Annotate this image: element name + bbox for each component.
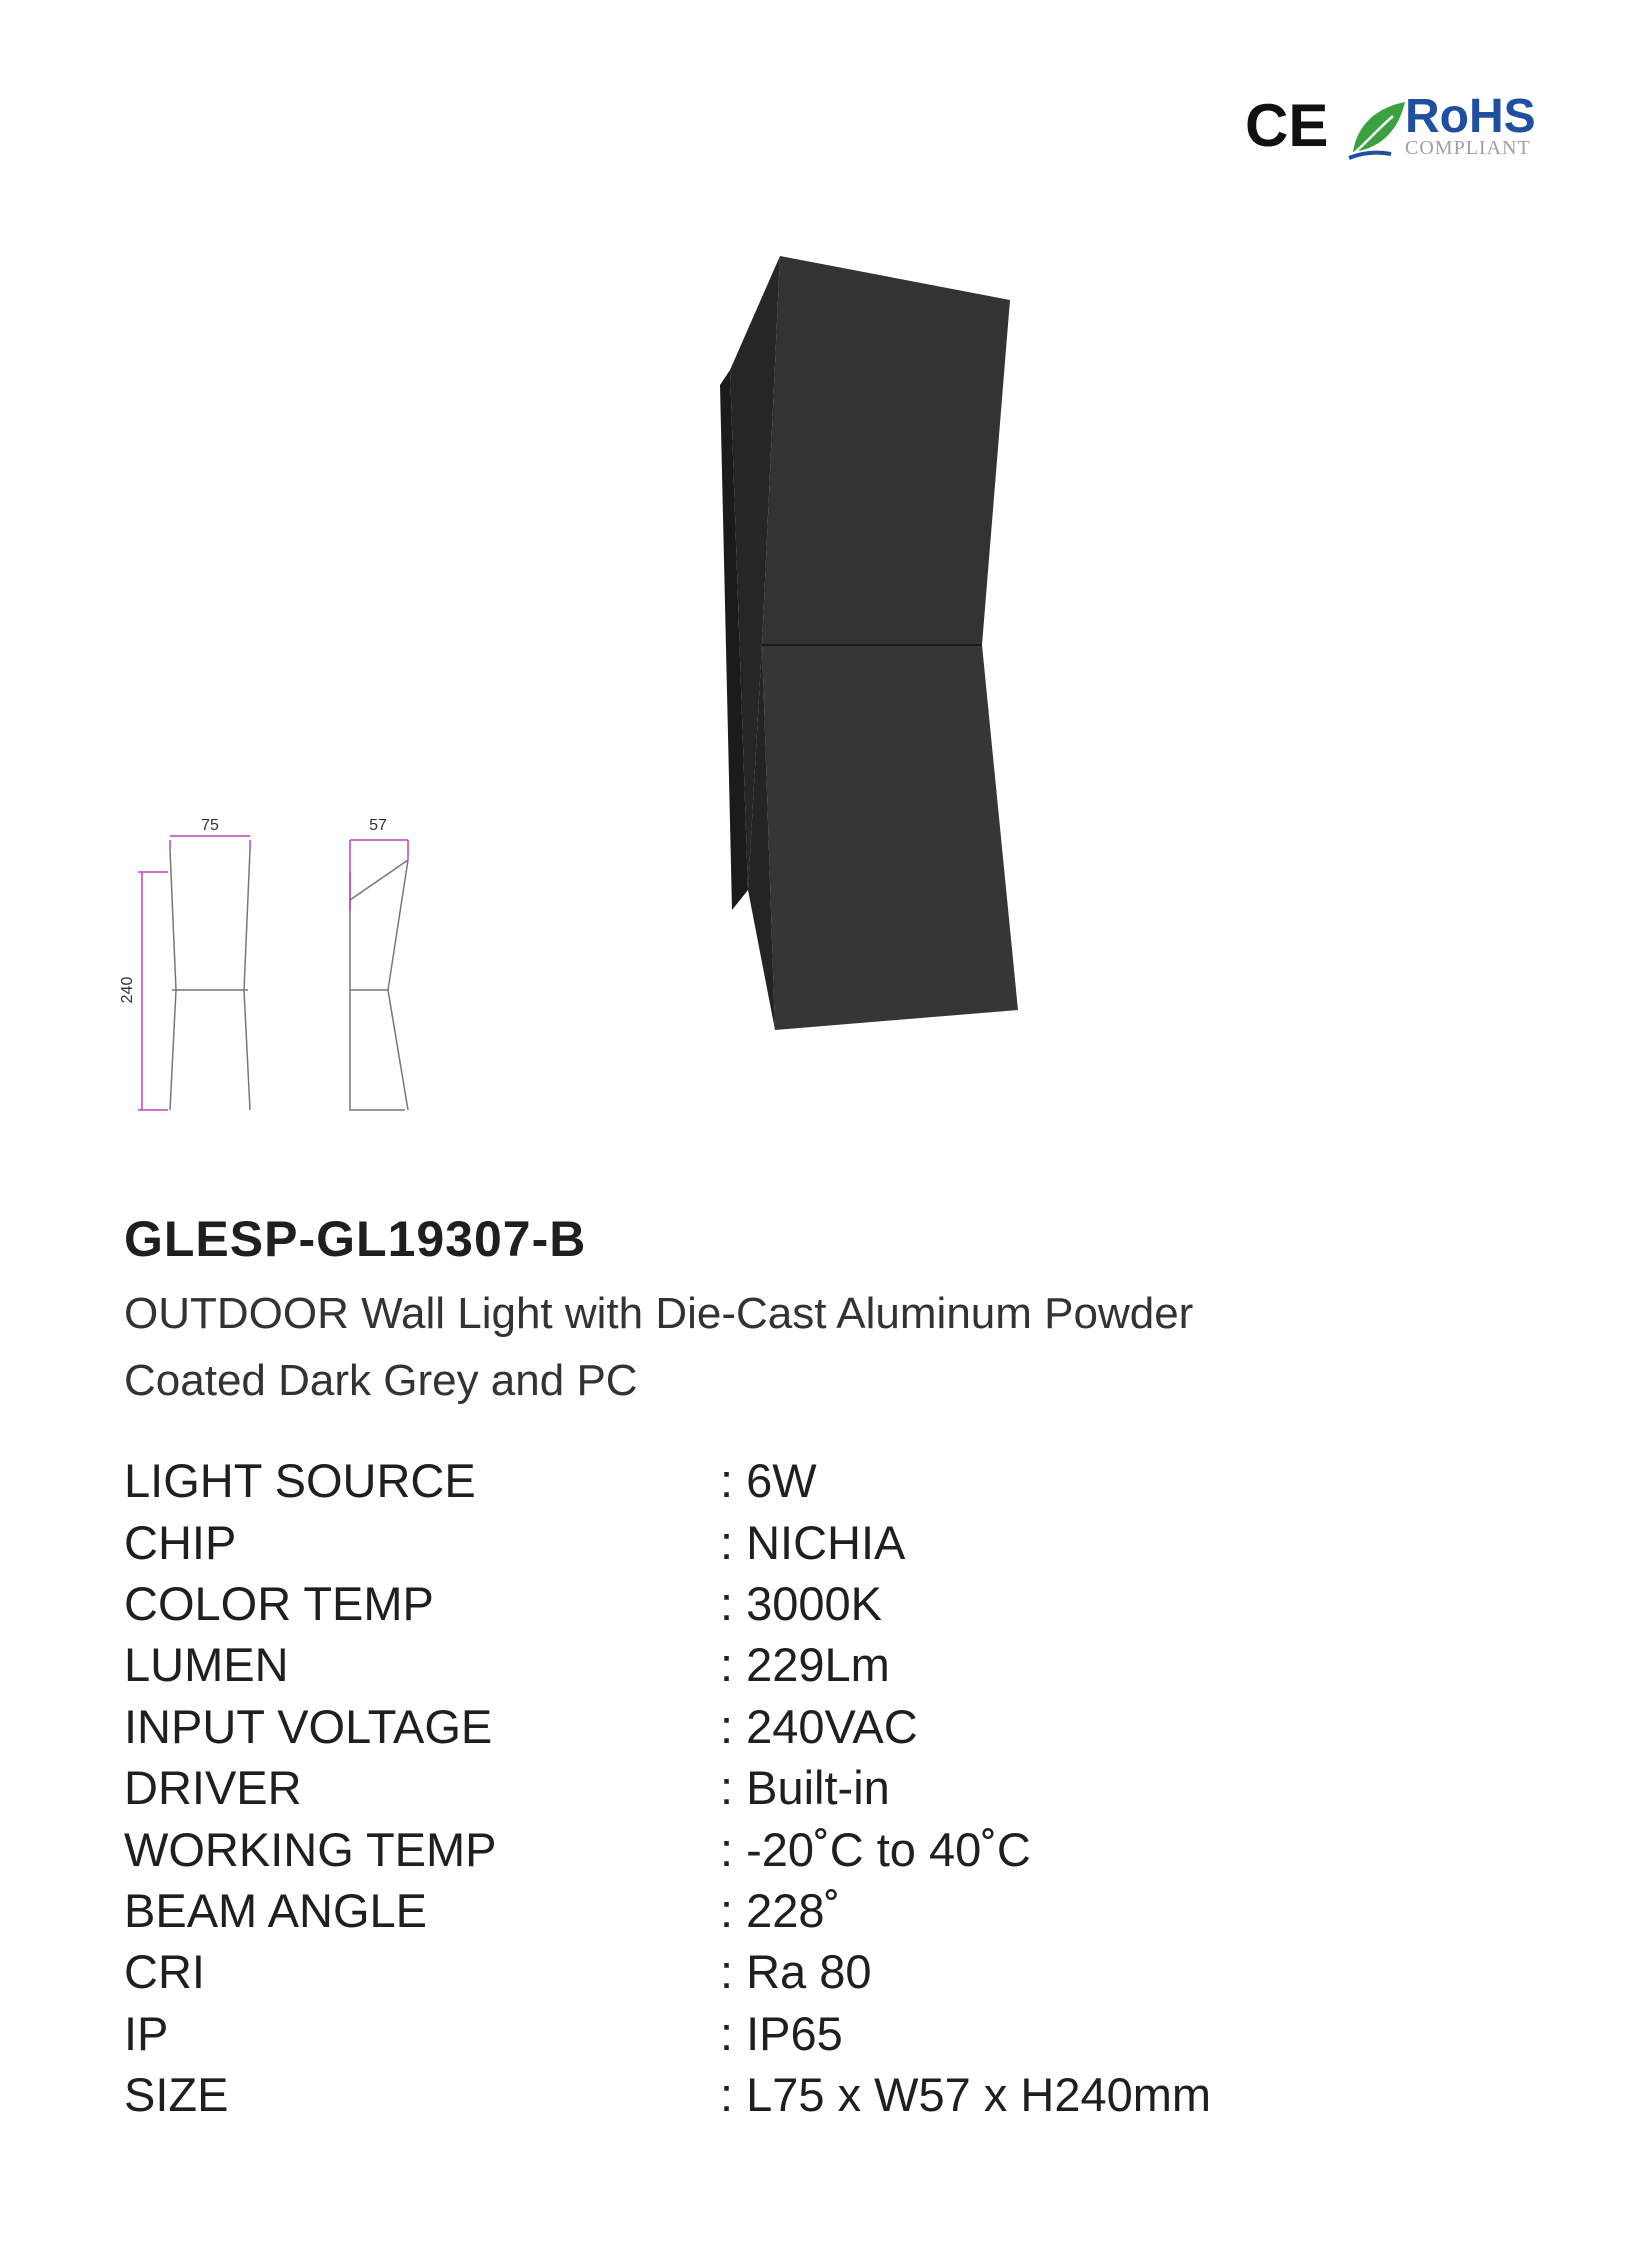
spec-label: LIGHT SOURCE [124,1454,476,1508]
spec-label: WORKING TEMP [124,1822,497,1876]
spec-label: LUMEN [124,1638,289,1692]
height-dimension [138,872,168,1110]
depth-dimension [350,840,408,910]
spec-row [124,1634,1524,1695]
spec-value: : NICHIA [720,1515,906,1569]
depth-dimension-label: 57 [369,817,387,834]
spec-value: : IP65 [720,2006,843,2060]
spec-row [124,1696,1524,1757]
spec-value: : 3000K [720,1576,883,1630]
spec-label: BEAM ANGLE [124,1883,427,1937]
product-description [124,1280,1424,1414]
spec-label: IP [124,2006,169,2060]
spec-label: COLOR TEMP [124,1576,434,1630]
spec-label: INPUT VOLTAGE [124,1699,493,1753]
height-dimension-label: 240 [119,976,136,1004]
dimension-drawings [110,810,440,1130]
product-upper-front-face [762,256,1010,645]
rohs-compliant-label: COMPLIANT [1405,137,1531,159]
rohs-mark: RoHS [1405,90,1536,143]
spec-label: CHIP [124,1515,237,1569]
spec-label: CRI [124,1945,205,1999]
spec-table [124,1450,1524,2125]
spec-value: : 240VAC [720,1699,918,1753]
spec-label: DRIVER [124,1761,302,1815]
description-line-1: OUTDOOR Wall Light with Die-Cast Aluminum Powder [124,1289,1194,1338]
width-dimension [170,836,250,850]
rohs-leaf-icon [1349,102,1405,158]
spec-row [124,1941,1524,2002]
side-view-drawing [350,860,408,1110]
spec-row [124,1880,1524,1941]
product-image [690,250,1050,1040]
spec-label: SIZE [124,2068,229,2122]
spec-row [124,1573,1524,1634]
spec-row [124,1818,1524,1879]
spec-row [124,1511,1524,1572]
spec-value: : Built-in [720,1761,890,1815]
front-view-drawing [170,850,250,1110]
width-dimension-label: 75 [201,817,219,834]
spec-value: : 228˚ [720,1883,841,1937]
product-code: GLESP-GL19307-B [124,1211,587,1267]
spec-row [124,1757,1524,1818]
spec-value: : Ra 80 [720,1945,872,1999]
certification-marks [1245,88,1555,178]
spec-value: : L75 x W57 x H240mm [720,2068,1212,2122]
spec-row [124,2064,1524,2125]
spec-row [124,1450,1524,1511]
spec-value: : 229Lm [720,1638,890,1692]
spec-value: : -20˚C to 40˚C [720,1822,1031,1876]
description-line-2: Coated Dark Grey and PC [124,1356,638,1405]
spec-row [124,2003,1524,2064]
product-lower-front-face [762,645,1018,1030]
spec-value: : 6W [720,1454,817,1508]
ce-mark: CE [1245,92,1329,159]
